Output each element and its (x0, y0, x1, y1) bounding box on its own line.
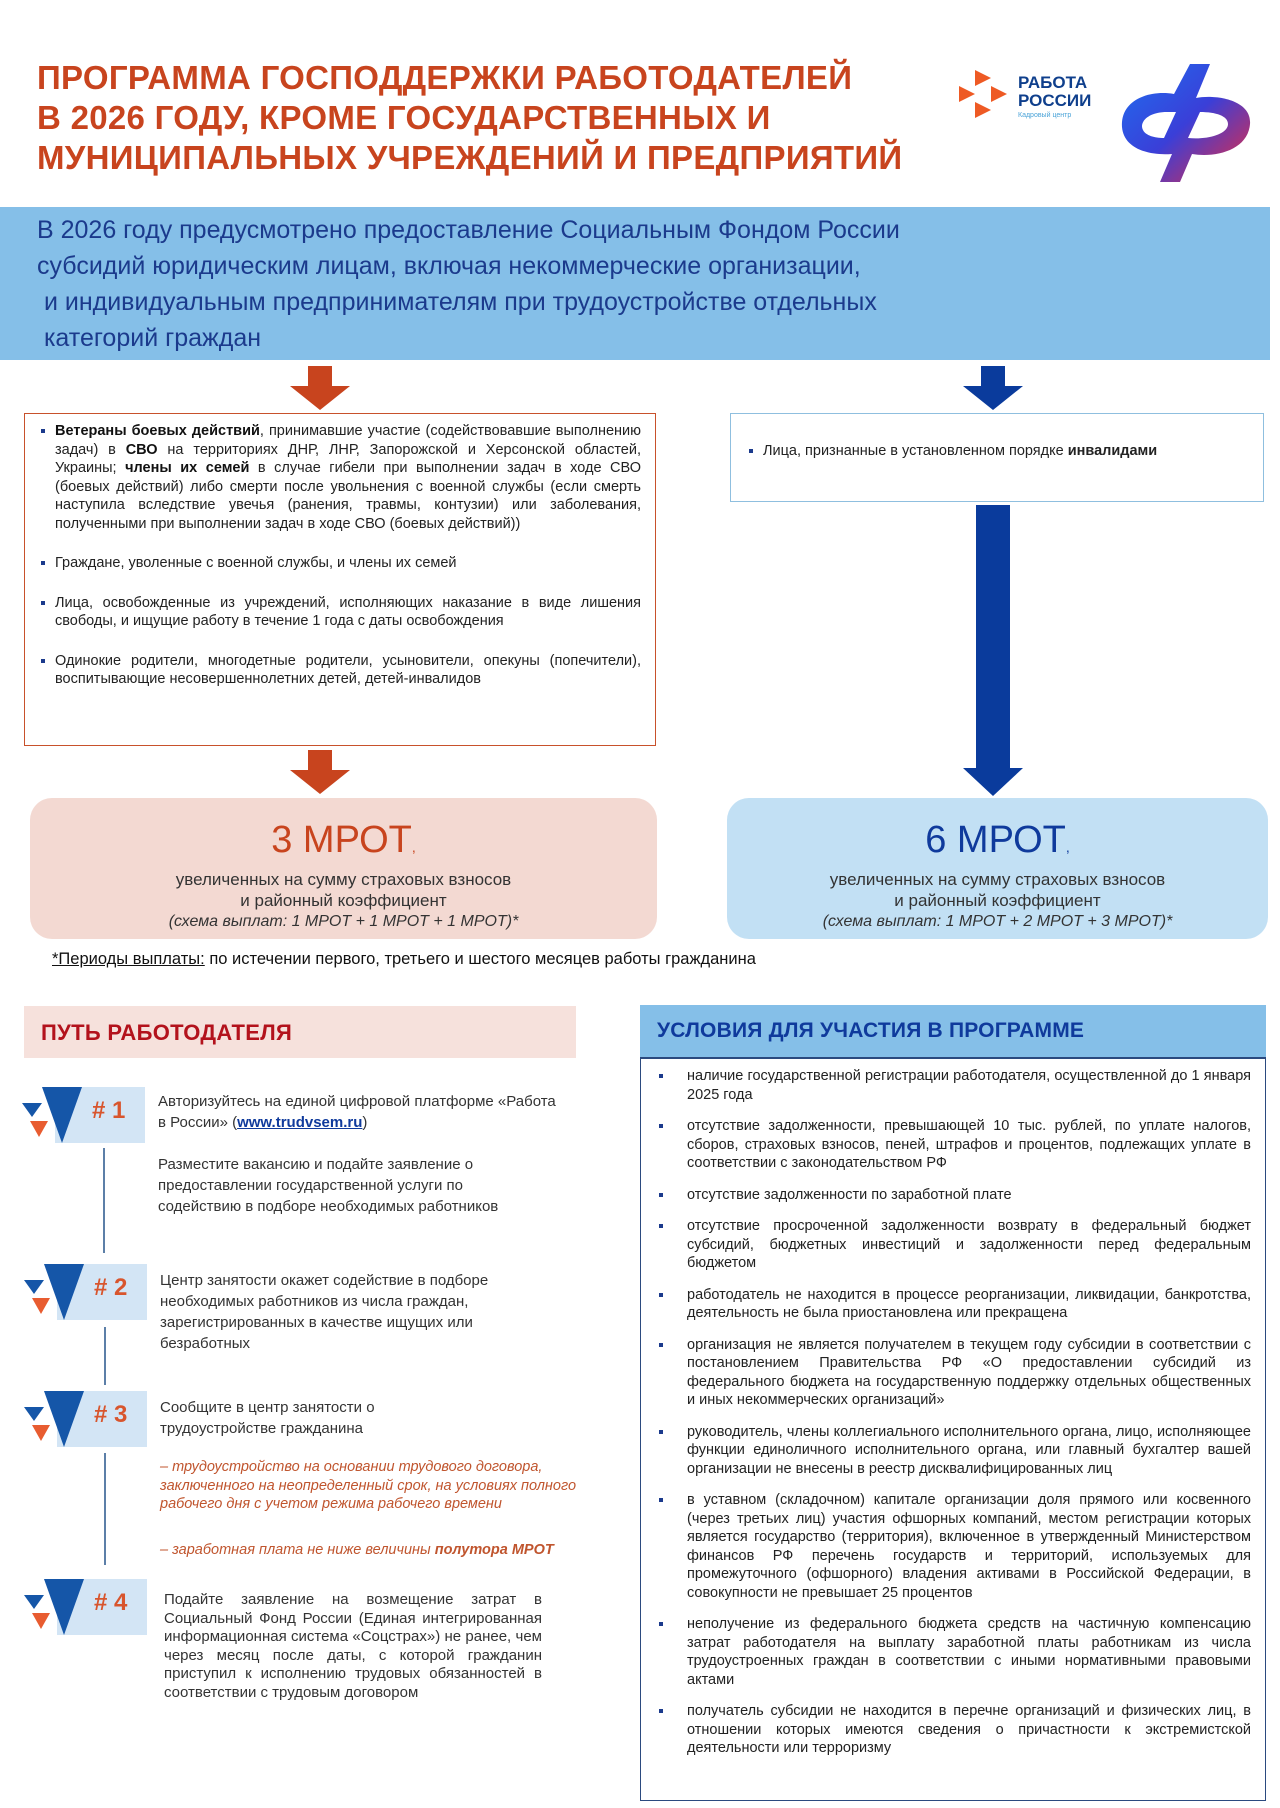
rabota-rossii-subtitle: Кадровый центр (1018, 112, 1072, 119)
arrow-down-blue-icon (963, 366, 1023, 410)
payment-scheme: (схема выплат: 1 МРОТ + 1 МРОТ + 1 МРОТ)* (168, 913, 519, 930)
sfr-logo-icon (1112, 58, 1262, 186)
banner-line: и индивидуальным предпринимателям при трудоустройстве отдельных (37, 288, 877, 316)
employer-path-header: ПУТЬ РАБОТОДАТЕЛЯ (24, 1006, 576, 1058)
triangles-icon (22, 1391, 92, 1449)
title-line: ПРОГРАММА ГОСПОДДЕРЖКИ РАБОТОДАТЕЛЕЙ (37, 59, 853, 96)
condition-item: получатель субсидии не находится в перечне организаций и физических лиц, в отношении которых имеются сведения о причастности к экстремистской деятельности или терроризму (687, 1703, 1251, 1756)
condition-item: отсутствие задолженности по заработной плате (687, 1186, 1251, 1205)
condition-item: руководитель, члены коллегиального исполнительного органа, лицо, исполняющее функции единоличного исполнительного органа, или главный бухгалтер вашей организации не внесены в реестр дисквалифицированных лиц (687, 1423, 1251, 1477)
payment-periods-footnote: *Периоды выплаты: по истечении первого, третьего и шестого месяцев работы гражданина (52, 950, 756, 968)
arrow-down-orange-icon (290, 366, 350, 410)
title-line: В 2026 ГОДУ, КРОМЕ ГОСУДАРСТВЕННЫХ И (37, 99, 771, 136)
card-text: и районный коэффициент (894, 891, 1101, 910)
right-categories-box (730, 413, 1264, 502)
step-2-text: Центр занятости окажет содействие в подборе необходимых работников из числа граждан, зарегистрированных в качестве ищущих или безработных (160, 1272, 489, 1352)
condition-item: организация не является получателем в текущем году субсидии в соответствии с постановлением Правительства РФ «О предоставлении субсидий из федерального бюджета на государственную поддержку отдельных общественных и иных некоммерческих организаций» (687, 1336, 1251, 1408)
step-badge-1: # 1 (20, 1087, 145, 1143)
mrot-amount: 6 МРОТ, (925, 819, 1070, 861)
banner-line: В 2026 году предусмотрено предоставление Социальным Фондом России (37, 216, 900, 244)
triangles-icon (22, 1579, 92, 1637)
mrot-amount: 3 МРОТ, (271, 819, 416, 861)
title-line: МУНИЦИПАЛЬНЫХ УЧРЕЖДЕНИЙ И ПРЕДПРИЯТИЙ (37, 139, 903, 176)
step-1-text: Авторизуйтесь на единой цифровой платформе «Работа в России» (www.trudvsem.ru) (158, 1093, 556, 1131)
long-arrow-shaft (976, 505, 1010, 771)
condition-item: отсутствие просроченной задолженности возврату в федеральный бюджет субсидий, бюджетных инвестиций и задолженности перед федеральным бюджетом (687, 1218, 1251, 1271)
step-badge-2: # 2 (22, 1264, 147, 1320)
condition-item: работодатель не находится в процессе реорганизации, ликвидации, банкротства, деятельность не была приостановлена или прекращена (687, 1286, 1251, 1321)
step-connector (104, 1327, 106, 1385)
left-categories-list (55, 422, 641, 689)
card-text: увеличенных на сумму страховых взносов (175, 870, 512, 889)
rabota-rossii-logo (955, 66, 1105, 136)
conditions-box (640, 1057, 1266, 1801)
step-connector (103, 1148, 105, 1253)
trudvsem-link[interactable]: www.trudvsem.ru (237, 1114, 363, 1131)
mrot-card-3 (30, 798, 657, 939)
triangles-icon (20, 1087, 90, 1145)
arrow-down-blue-icon (963, 768, 1023, 796)
step-4-text: Подайте заявление на возмещение затрат в Социальный Фонд России (Единая интегрированная информационная система «Соцстрах») не ранее, чем через месяц после даты, с которой гражданин приступил к исполнению трудовых обязанностей в соответствии с трудовым договором (164, 1591, 542, 1701)
left-categories-box (24, 413, 656, 746)
step-badge-3: # 3 (22, 1391, 147, 1447)
category-item: Одинокие родители, многодетные родители, усыновители, опекуны (попечители), воспитывающие несовершеннолетних детей, детей-инвалидов (55, 652, 641, 687)
step-badge-4: # 4 (22, 1579, 147, 1635)
arrow-down-orange-icon (290, 750, 350, 794)
banner-line: субсидий юридическим лицам, включая некоммерческие организации, (37, 252, 861, 280)
category-item-disabled: Лица, признанные в установленном порядке инвалидами (763, 442, 1253, 460)
condition-item: отсутствие задолженности, превышающей 10 тыс. рублей, по уплате налогов, сборов, страховых взносов, пеней, штрафов и процентов, подлежащих уплате в соответствии с законодательством РФ (687, 1118, 1251, 1171)
step-3-note-contract: – трудоустройство на основании трудового договора, заключенного на неопределенный срок, на условиях полного рабочего дня с учетом режима рабочего времени (160, 1459, 577, 1512)
conditions-list (687, 1067, 1251, 1758)
condition-item: в уставном (складочном) капитале организации доля прямого или косвенного (через третьих лиц) участия офшорных компаний, местом регистрации которых является государство (территория), включенное в утвержденный Министерством финансов РФ перечень государств и территорий, используемых для промежуточного (офшорного) владения активами в Российской Федерации, в совокупности не превышает 25 процентов (687, 1492, 1251, 1601)
step-3-note-salary: – заработная плата не ниже величины полутора МРОТ (160, 1542, 554, 1558)
page-title (37, 58, 937, 178)
social-fund-logo (1112, 58, 1262, 186)
intro-banner (0, 207, 1270, 360)
triangles-icon (22, 1264, 92, 1322)
condition-item: наличие государственной регистрации работодателя, осуществленной до 1 января 2025 года (687, 1068, 1251, 1103)
category-item: Ветераны боевых действий, принимавшие участие (содействовавшие выполнению задач) в СВО на территориях ДНР, ЛНР, Запорожской и Херсонской областей, Украины; члены их семей в случае гибели при выполнении задач в ходе СВО (боевых действий) либо смерти после увольнения с военной службы (если смерть наступила вследствие увечья (ранения, травмы, контузии) или заболевания, полученными при выполнении задач в ходе СВО (боевых действий)) (55, 423, 641, 532)
rabota-rossii-arrows-icon (955, 66, 1015, 128)
banner-line: категорий граждан (37, 324, 262, 352)
rabota-rossii-wordmark: РАБОТА РОССИИ (1018, 73, 1092, 110)
category-item: Граждане, уволенные с военной службы, и члены их семей (55, 554, 641, 573)
conditions-header: УСЛОВИЯ ДЛЯ УЧАСТИЯ В ПРОГРАММЕ (640, 1005, 1266, 1057)
step-1-text-2: Разместите вакансию и подайте заявление о предоставлении государственной услуги по содействию в подборе необходимых работников (158, 1156, 499, 1215)
step-connector (104, 1453, 106, 1565)
payment-scheme: (схема выплат: 1 МРОТ + 2 МРОТ + 3 МРОТ)* (822, 913, 1173, 930)
category-item: Лица, освобожденные из учреждений, исполняющих наказание в виде лишения свободы, и ищущие работу в течение 1 года с даты освобождения (55, 594, 641, 629)
card-text: увеличенных на сумму страховых взносов (829, 870, 1166, 889)
card-text: и районный коэффициент (240, 891, 447, 910)
condition-item: неполучение из федерального бюджета средств на частичную компенсацию затрат работодателя на выплату заработной платы работникам из числа трудоустроенных граждан в соответствии с иными нормативными правовыми актами (687, 1616, 1251, 1688)
step-3-text: Сообщите в центр занятости о трудоустройстве гражданина (160, 1399, 375, 1437)
mrot-card-6 (727, 798, 1268, 939)
